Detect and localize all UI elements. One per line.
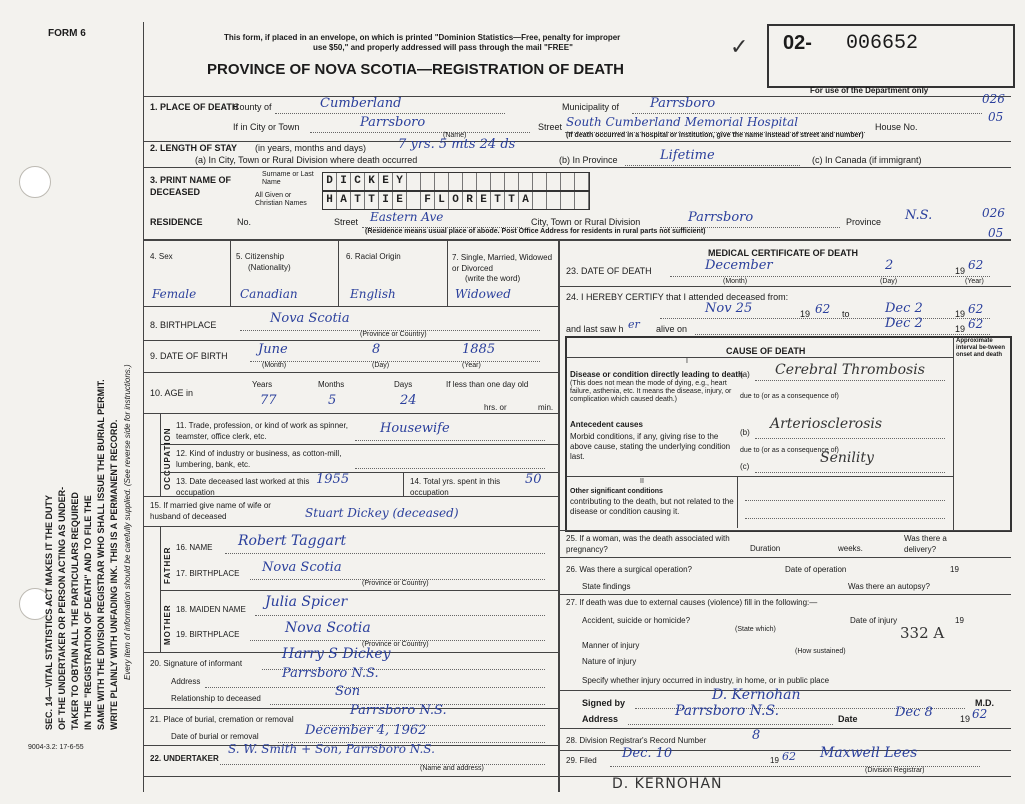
- father-birthplace-label: 17. BIRTHPLACE: [176, 569, 240, 578]
- county-label: County of: [233, 102, 272, 112]
- residence-label: RESIDENCE: [150, 217, 203, 227]
- form-label: FORM 6: [48, 28, 86, 39]
- roman-one: I: [686, 358, 688, 365]
- md-label: M.D.: [975, 698, 994, 708]
- length-detail: (in years, months and days): [255, 143, 367, 153]
- racial-origin-label: 6. Racial Origin: [346, 252, 401, 261]
- side-text-line3: TAKER TO OBTAIN ALL THE PARTICULARS REQUIRED: [70, 492, 80, 730]
- burial-date-label: Date of burial or removal: [171, 732, 259, 741]
- cause-c-value: Senility: [820, 450, 874, 466]
- dob-year: 1885: [462, 342, 496, 357]
- age-years: 77: [260, 393, 277, 408]
- attend-to: Dec 2: [885, 301, 923, 316]
- death-month: December: [705, 258, 773, 273]
- death-day: 2: [885, 258, 894, 273]
- surname-boxes: [322, 172, 590, 191]
- code-4: 05: [988, 226, 1004, 240]
- mother-birthplace-label: 19. BIRTHPLACE: [176, 630, 240, 639]
- given-cell: [533, 192, 547, 209]
- dob-month-caption: (Month): [262, 362, 287, 369]
- attend-from: Nov 25: [705, 301, 753, 316]
- injury-code: 332 A: [900, 624, 945, 642]
- min-label: min.: [538, 403, 554, 412]
- surname-cell: Y: [393, 173, 407, 190]
- autopsy-label: Was there an autopsy?: [848, 582, 930, 591]
- filed-year-prefix: 19: [770, 756, 779, 765]
- marital-value: Widowed: [455, 287, 511, 301]
- given-cell: T: [351, 192, 365, 209]
- racial-value: English: [350, 287, 396, 301]
- length-of-stay-label: 2. LENGTH OF STAY: [150, 143, 238, 153]
- date-last-worked-label: 13. Date deceased last worked at this occupation: [176, 477, 310, 497]
- given-cell: [547, 192, 561, 209]
- stay-b-label: (b) In Province: [559, 155, 618, 165]
- state-which-caption: (State which): [735, 626, 776, 633]
- city-label: If in City or Town: [233, 122, 300, 132]
- date-operation-label: Date of operation: [785, 565, 847, 574]
- given-cell: O: [449, 192, 463, 209]
- burial-date-value: December 4, 1962: [305, 723, 427, 738]
- given-cell: E: [393, 192, 407, 209]
- other-conditions-label: Other significant conditions: [570, 488, 663, 495]
- last-saw-label: and last saw h: [566, 324, 624, 334]
- residence-no-label: No.: [237, 217, 252, 227]
- medical-cert-heading: MEDICAL CERTIFICATE OF DEATH: [708, 248, 858, 258]
- informant-label: 20. Signature of informant: [150, 659, 243, 668]
- due-to-1: due to (or as a consequence of): [740, 393, 839, 400]
- op-year-prefix: 19: [950, 565, 959, 574]
- death-day-caption: (Day): [880, 278, 898, 285]
- relationship-label: Relationship to deceased: [171, 694, 261, 703]
- side-text-line7: Every item of information should be carefully supplied. (See reverse side for instructions.): [123, 364, 132, 680]
- md-year: 62: [972, 707, 988, 721]
- father-name-value: Robert Taggart: [238, 533, 347, 549]
- cause-heading: CAUSE OF DEATH: [726, 346, 806, 356]
- surname-cell: [505, 173, 519, 190]
- punch-hole-top: [19, 166, 51, 198]
- burial-place-value: Parrsboro N.S.: [350, 703, 447, 718]
- last-saw-date: Dec 2: [885, 316, 923, 331]
- municipality-value: Parrsboro: [650, 96, 716, 111]
- other-conditions-note: contributing to the death, but not related to the disease or condition causing it.: [570, 497, 734, 516]
- side-text-line6: WRITE PLAINLY WITH UNFADING INK. THIS IS A PERMANENT RECORD.: [109, 419, 119, 730]
- filed-date: Dec. 10: [622, 746, 673, 761]
- marital-label: 7. Single, Married, Widowed or Divorced: [452, 253, 553, 273]
- side-text-line4: IN THE "REGISTRATION OF DEATH" AND TO FILE THE: [83, 495, 93, 730]
- surname-label: Surname or Last Name: [262, 171, 314, 186]
- hospital-value: South Cumberland Memorial Hospital: [566, 115, 799, 129]
- md-year-prefix: 19: [960, 714, 971, 724]
- registrar-value: Maxwell Lees: [820, 745, 918, 761]
- attend-to-label: to: [842, 309, 850, 319]
- surname-cell: C: [351, 173, 365, 190]
- given-cell: E: [477, 192, 491, 209]
- surname-cell: [519, 173, 533, 190]
- years-label: Years: [252, 380, 273, 389]
- mother-label: MOTHER: [163, 604, 172, 645]
- page-title: PROVINCE OF NOVA SCOTIA—REGISTRATION OF DEATH: [207, 61, 624, 78]
- last-saw-suffix: er: [628, 318, 640, 331]
- less-than-day-label: If less than one day old: [446, 380, 529, 389]
- signed-by-label: Signed by: [582, 698, 626, 708]
- total-years-value: 50: [525, 472, 542, 487]
- given-cell: A: [337, 192, 351, 209]
- mother-birthplace-caption: (Province or Country): [362, 641, 429, 648]
- specify-label: Specify whether injury occurred in industry, in home, or in public place: [582, 676, 830, 685]
- house-no-label: House No.: [875, 122, 918, 132]
- attend-from-year: 62: [815, 302, 831, 316]
- cause-b-value: Arteriosclerosis: [770, 416, 883, 432]
- cause-b-marker: (b): [740, 428, 750, 437]
- surname-cell: [547, 173, 561, 190]
- birthplace-label: 8. BIRTHPLACE: [150, 320, 217, 330]
- occupation-label: OCCUPATION: [163, 427, 172, 490]
- dob-year-caption: (Year): [462, 362, 481, 369]
- nationality-label: (Nationality): [248, 263, 291, 272]
- informant-value: Harry S Dickey: [282, 646, 391, 662]
- days-label: Days: [394, 380, 413, 389]
- burial-place-label: 21. Place of burial, cremation or removal: [150, 715, 294, 724]
- filed-year: 62: [782, 750, 796, 763]
- mother-name-value: Julia Spicer: [265, 594, 348, 610]
- print-code: 9004-3.2: 17-6-55: [28, 744, 84, 751]
- code-2: 05: [988, 110, 1004, 124]
- age-label: 10. AGE in: [150, 388, 194, 398]
- print-name-label: 3. PRINT NAME OF DECEASED: [150, 175, 232, 197]
- date-injury-label: Date of injury: [850, 616, 898, 625]
- stay-c-label: (c) In Canada (if immigrant): [812, 155, 922, 165]
- street-label: Street: [538, 122, 563, 132]
- side-text-line2: OF THE UNDERTAKER OR PERSON ACTING AS UNDER-: [57, 486, 67, 730]
- surname-cell: I: [337, 173, 351, 190]
- q25-label: 25. If a woman, was the death associated with pregnancy?: [566, 534, 730, 554]
- sex-value: Female: [152, 287, 197, 301]
- md-date-value: Dec 8: [895, 705, 933, 720]
- attend-to-year: 62: [968, 302, 984, 316]
- given-cell: [407, 192, 421, 209]
- total-years-label: 14. Total yrs. spent in this occupation: [410, 477, 501, 497]
- given-cell: [561, 192, 575, 209]
- father-birthplace-value: Nova Scotia: [262, 560, 342, 575]
- city-value: Parrsboro: [360, 115, 426, 130]
- given-name-boxes: [322, 191, 590, 210]
- md-address-value: Parrsboro N.S.: [675, 703, 780, 719]
- side-text-sec14: SEC. 14—VITAL STATISTICS ACT MAKES IT THE DUTY: [44, 494, 54, 730]
- alive-on-label: alive on: [656, 324, 688, 334]
- undertaker-caption: (Name and address): [420, 765, 484, 772]
- disease-a-label: Disease or condition directly leading to death: [570, 370, 743, 379]
- death-year-prefix: 19: [955, 266, 966, 276]
- cause-a-marker: (a): [740, 370, 750, 379]
- record-number: 8: [752, 728, 761, 743]
- surname-cell: [477, 173, 491, 190]
- surname-cell: [533, 173, 547, 190]
- spouse-label: 15. If married give name of wife or husband of deceased: [150, 501, 271, 521]
- cause-c-marker: (c): [740, 462, 750, 471]
- q28-label: 28. Division Registrar's Record Number: [566, 736, 707, 745]
- stay-a-label: (a) In City, Town or Rural Division where death occurred: [195, 155, 418, 165]
- antecedent-note: Morbid conditions, if any, giving rise to the above cause, stating the underlying condition last.: [570, 432, 731, 461]
- given-cell: F: [421, 192, 435, 209]
- birthplace-value: Nova Scotia: [270, 311, 350, 326]
- cause-a-value: Cerebral Thrombosis: [775, 362, 925, 378]
- spouse-value: Stuart Dickey (deceased): [305, 506, 459, 520]
- md-date-label: Date: [838, 714, 858, 724]
- how-sustained-caption: (How sustained): [795, 648, 846, 655]
- municipality-label: Municipality of: [562, 102, 620, 112]
- father-birthplace-caption: (Province or Country): [362, 580, 429, 587]
- dob-day-caption: (Day): [372, 362, 390, 369]
- given-cell: T: [365, 192, 379, 209]
- postal-note-2: use $50," and properly addressed will pass through the mail "FREE": [313, 43, 573, 52]
- dept-use-label: For use of the Department only: [810, 86, 929, 95]
- given-cell: R: [463, 192, 477, 209]
- injury-year-prefix: 19: [955, 616, 964, 625]
- father-label: FATHER: [163, 546, 172, 584]
- surname-cell: [449, 173, 463, 190]
- trade-value: Housewife: [380, 421, 450, 436]
- code-3: 026: [982, 206, 1005, 220]
- residence-province-label: Province: [846, 217, 882, 227]
- duration-label: Duration: [750, 544, 781, 553]
- given-cell: T: [505, 192, 519, 209]
- father-name-label: 16. NAME: [176, 543, 213, 552]
- dob-month: June: [258, 342, 288, 357]
- trade-label: 11. Trade, profession, or kind of work as spinner, teamster, office clerk, etc.: [176, 421, 348, 441]
- last-saw-year-prefix: 19: [955, 324, 966, 334]
- hospital-note: (If death occurred in a hospital or institution, give the name instead of street and number): [566, 132, 864, 139]
- informant-address-label: Address: [171, 677, 201, 686]
- surname-cell: [463, 173, 477, 190]
- citizenship-value: Canadian: [240, 287, 298, 301]
- antecedent-label: Antecedent causes: [570, 420, 643, 429]
- attend-from-year-prefix: 19: [800, 309, 811, 319]
- surname-cell: [421, 173, 435, 190]
- informant-address-value: Parrsboro N.S.: [282, 666, 379, 681]
- surname-cell: E: [379, 173, 393, 190]
- nature-label: Nature of injury: [582, 657, 637, 666]
- given-cell: T: [491, 192, 505, 209]
- residence-street-label: Street: [334, 217, 359, 227]
- surname-cell: [407, 173, 421, 190]
- interval-label: Approximate interval be-tween onset and death: [956, 338, 1006, 358]
- given-cell: [575, 192, 589, 209]
- sex-label: 4. Sex: [150, 252, 173, 261]
- serial-number: 006652: [846, 32, 919, 55]
- last-saw-year: 62: [968, 317, 984, 331]
- date-of-death-label: 23. DATE OF DEATH: [566, 266, 652, 276]
- residence-city-value: Parrsboro: [688, 210, 754, 225]
- death-month-caption: (Month): [723, 278, 748, 285]
- checkmark-icon: ✓: [730, 34, 749, 59]
- given-cell: H: [323, 192, 337, 209]
- death-year-caption: (Year): [965, 278, 984, 285]
- serial-prefix: 02-: [783, 32, 812, 54]
- county-value: Cumberland: [320, 96, 402, 111]
- surname-cell: [575, 173, 589, 190]
- birthplace-caption: (Province or Country): [360, 331, 427, 338]
- q26-label: 26. Was there a surgical operation?: [566, 565, 692, 574]
- name-caption: (Name): [443, 132, 467, 139]
- q29-label: 29. Filed: [566, 756, 597, 765]
- given-cell: L: [435, 192, 449, 209]
- last-worked-value: 1955: [316, 472, 350, 487]
- md-address-label: Address: [582, 714, 619, 724]
- certify-label: 24. I HEREBY CERTIFY that I attended deceased from:: [566, 292, 789, 302]
- attend-to-year-prefix: 19: [955, 309, 966, 319]
- mother-maiden-label: 18. MAIDEN NAME: [176, 605, 246, 614]
- residence-province-value: N.S.: [905, 208, 933, 223]
- signed-value: D. Kernohan: [712, 687, 801, 703]
- dob-day: 8: [372, 342, 381, 357]
- hrs-label: hrs. or: [484, 403, 507, 412]
- code-1: 026: [982, 92, 1005, 106]
- given-cell: I: [379, 192, 393, 209]
- registrar-caption: (Division Registrar): [865, 767, 925, 774]
- undertaker-value: S. W. Smith + Son, Parrsboro N.S.: [228, 742, 435, 756]
- bottom-name: D. KERNOHAN: [612, 776, 723, 792]
- industry-label: 12. Kind of industry or business, as cotton-mill, lumbering, bank, etc.: [176, 449, 342, 469]
- surname-cell: [561, 173, 575, 190]
- surname-cell: K: [365, 173, 379, 190]
- dob-label: 9. DATE OF BIRTH: [150, 351, 228, 361]
- death-year: 62: [968, 258, 984, 272]
- surname-cell: [435, 173, 449, 190]
- residence-city-label: City, Town or Rural Division: [531, 217, 641, 227]
- disease-a-note: (This does not mean the mode of dying, e.g., heart failure, asthenia, etc. It means the disease, injury, or complication which caused death.): [570, 380, 732, 403]
- roman-two: II: [640, 478, 644, 485]
- months-label: Months: [318, 380, 345, 389]
- citizenship-label: 5. Citizenship: [236, 252, 285, 261]
- surname-cell: D: [323, 173, 337, 190]
- manner-label: Manner of injury: [582, 641, 640, 650]
- due-to-2: due to (or as a consequence of): [740, 447, 839, 454]
- given-cell: A: [519, 192, 533, 209]
- write-word-label: (write the word): [465, 274, 521, 283]
- place-of-death-label: 1. PLACE OF DEATH: [150, 102, 239, 112]
- stay-a-value: 7 yrs. 5 mts 24 ds: [398, 137, 516, 152]
- residence-street-value: Eastern Ave: [370, 210, 444, 224]
- state-findings-label: State findings: [582, 582, 631, 591]
- stay-b-value: Lifetime: [660, 148, 715, 163]
- age-months: 5: [328, 393, 337, 408]
- side-text-line5: SAME WITH THE DIVISION REGISTRAR WHO SHALL ISSUE THE BURIAL PERMIT.: [96, 379, 106, 730]
- mother-birthplace-value: Nova Scotia: [285, 620, 371, 636]
- age-days: 24: [400, 393, 417, 408]
- weeks-label: weeks.: [838, 544, 863, 553]
- delivery-label: Was there a delivery?: [904, 534, 947, 554]
- given-label: All Given or Christian Names: [255, 192, 307, 207]
- surname-cell: [491, 173, 505, 190]
- postal-note-1: This form, if placed in an envelope, on which is printed "Dominion Statistics—Free, penalty for improper: [224, 33, 621, 42]
- undertaker-label: 22. UNDERTAKER: [150, 754, 219, 763]
- residence-note: (Residence means usual place of abode. Post Office Address for residents in rural parts not sufficient): [365, 228, 706, 235]
- relationship-value: Son: [335, 684, 361, 699]
- accident-label: Accident, suicide or homicide?: [582, 616, 691, 625]
- q27-label: 27. If death was due to external causes (violence) fill in the following:—: [566, 598, 818, 607]
